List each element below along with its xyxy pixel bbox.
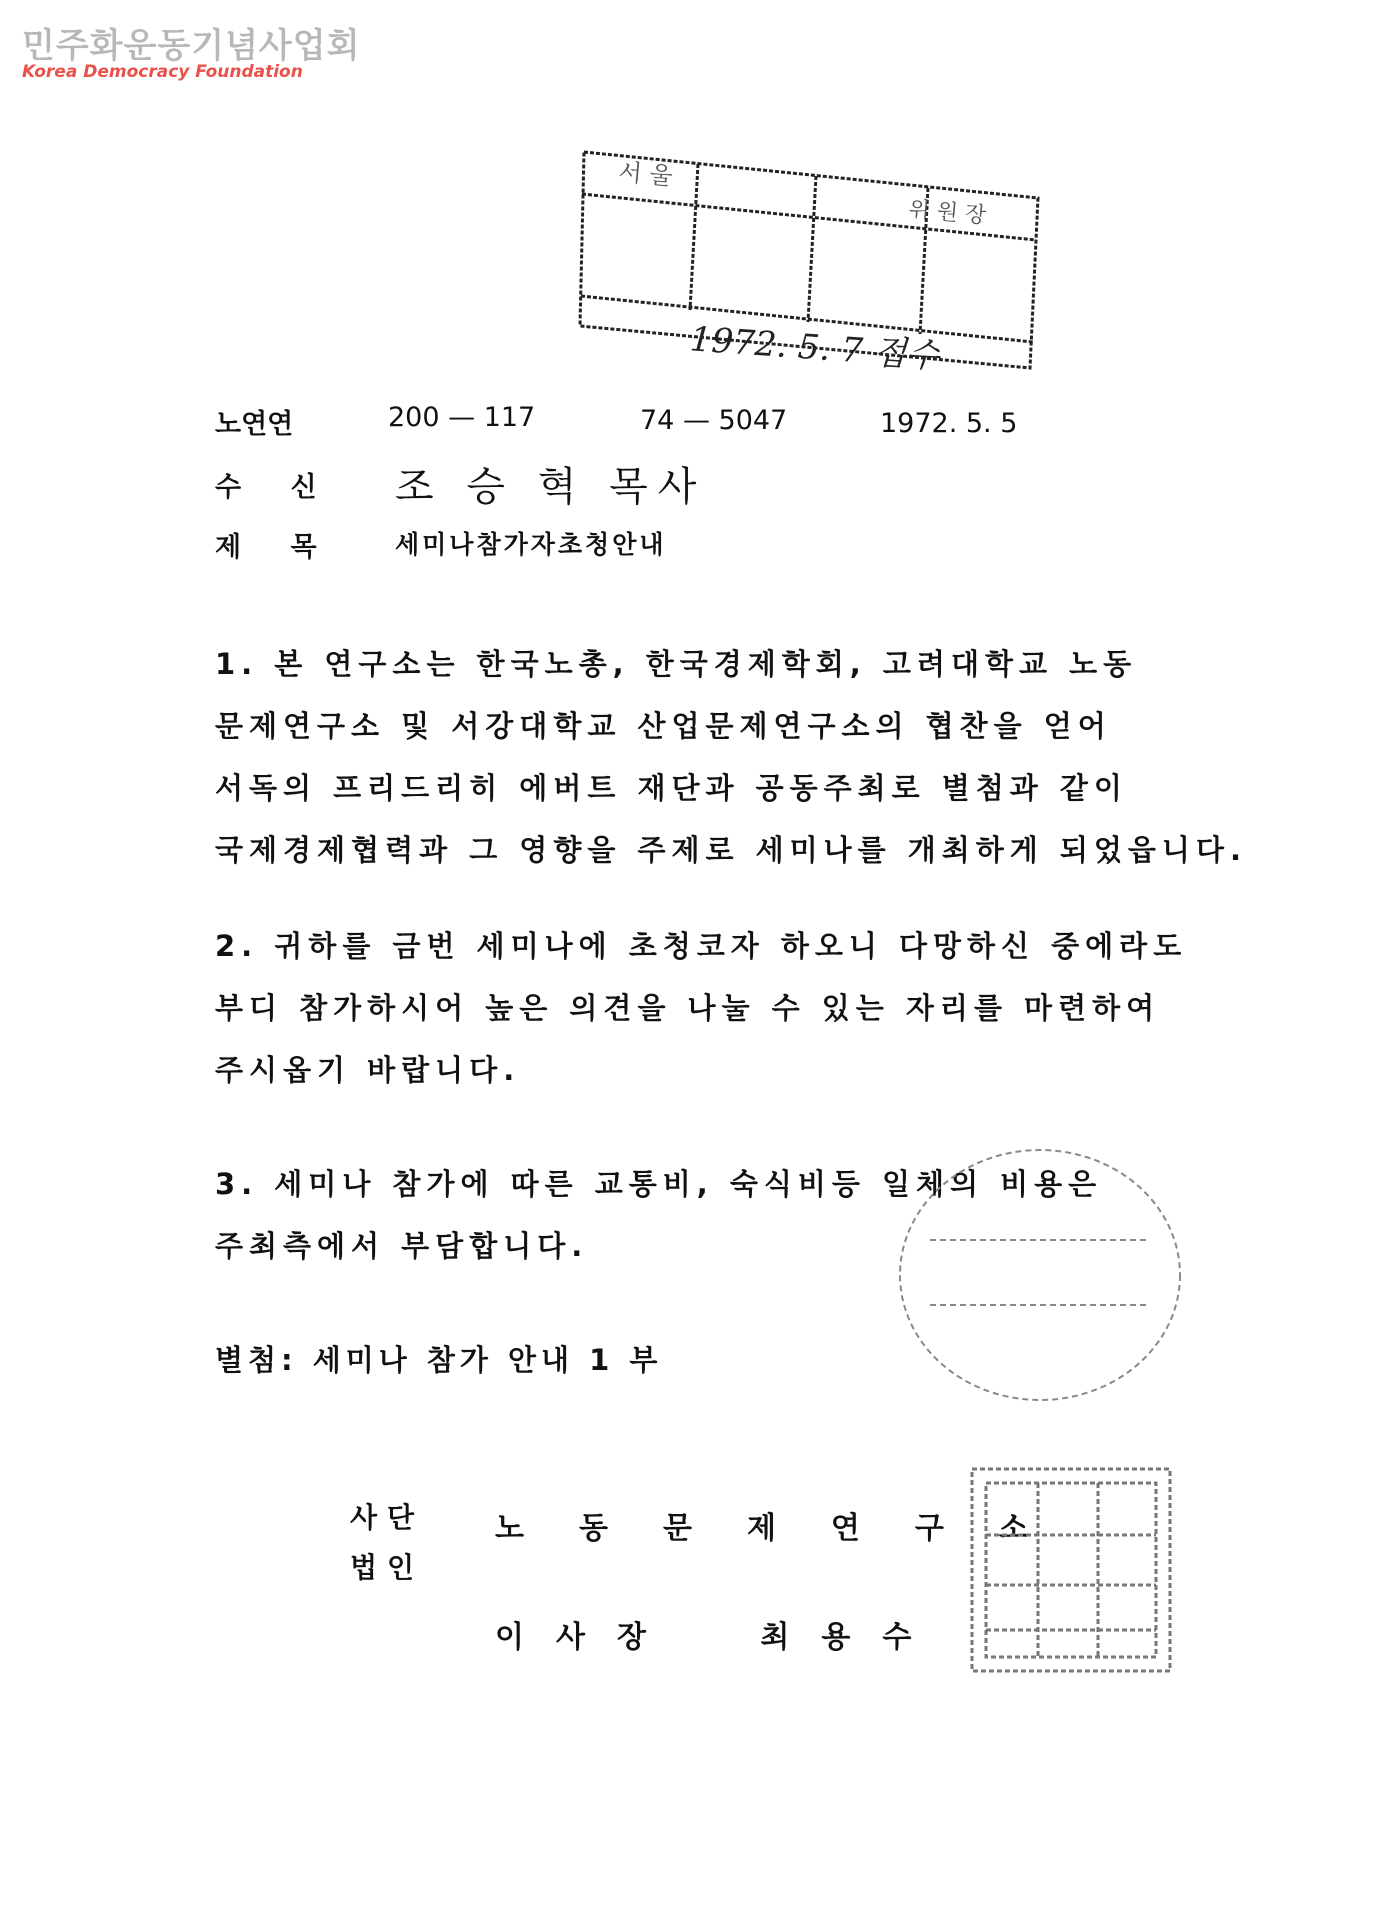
paragraph-line: 국제경제협력과 그 영향을 주제로 세미나를 개최하게 되었읍니다. — [215, 833, 1247, 867]
paragraph-line: 3. 세미나 참가에 따른 교통비, 숙식비등 일체의 비용은 — [215, 1167, 1103, 1201]
paragraph-line: 주시옵기 바랍니다. — [215, 1053, 521, 1087]
paragraph-line: 2. 귀하를 금번 세미나에 초청코자 하오니 다망하신 중에라도 — [215, 929, 1188, 963]
subject-label: 제 목 — [215, 532, 337, 563]
paragraph-line: 1. 본 연구소는 한국노총, 한국경제학회, 고려대학교 노동 — [215, 647, 1138, 681]
subject-text: 세미나참가자초청안내 — [395, 530, 667, 559]
chair-name: 최용수 — [760, 1620, 944, 1655]
org-type-line1: 사단 — [350, 1501, 425, 1534]
org-name: 노동문제연구소 — [495, 1511, 1083, 1546]
stamp-date-handwritten: 1972. 5. 7 접수 — [688, 319, 941, 377]
chair-line — [495, 1612, 943, 1656]
org-type — [350, 1493, 440, 1593]
official-seal — [968, 1465, 1174, 1675]
watermark-english: Korea Democracy Foundation — [22, 62, 303, 82]
phone-number: 74 — 5047 — [640, 405, 788, 436]
paragraph-line: 서독의 프리드리히 에버트 재단과 공동주최로 별첨과 같이 — [215, 771, 1128, 805]
org-type-line2: 법인 — [350, 1551, 425, 1584]
watermark-korean: 민주화운동기념사업회 — [22, 26, 361, 66]
doc-number: 200 — 117 — [388, 402, 536, 433]
paragraph-line: 주최측에서 부담합니다. — [215, 1229, 589, 1263]
stamp-header-right: 위 원 장 — [907, 197, 988, 229]
paragraph-1 — [215, 633, 1247, 881]
doc-date: 1972. 5. 5 — [880, 408, 1018, 439]
enclosure-note: 별첨: 세미나 참가 안내 1 부 — [215, 1343, 663, 1377]
doc-label: 노연연 — [215, 409, 294, 440]
recipient-label: 수 신 — [215, 472, 337, 503]
recipient-name: 조 승 혁 목사 — [395, 464, 707, 510]
chair-title: 이사장 — [495, 1620, 678, 1655]
paragraph-line: 문제연구소 및 서강대학교 산업문제연구소의 협찬을 얻어 — [215, 709, 1112, 743]
paragraph-2 — [215, 915, 1215, 1101]
circular-seal — [890, 1140, 1190, 1410]
paragraph-line: 부디 참가하시어 높은 의견을 나눌 수 있는 자리를 마련하여 — [215, 991, 1161, 1025]
stamp-header-left: 서 울 — [617, 158, 674, 191]
